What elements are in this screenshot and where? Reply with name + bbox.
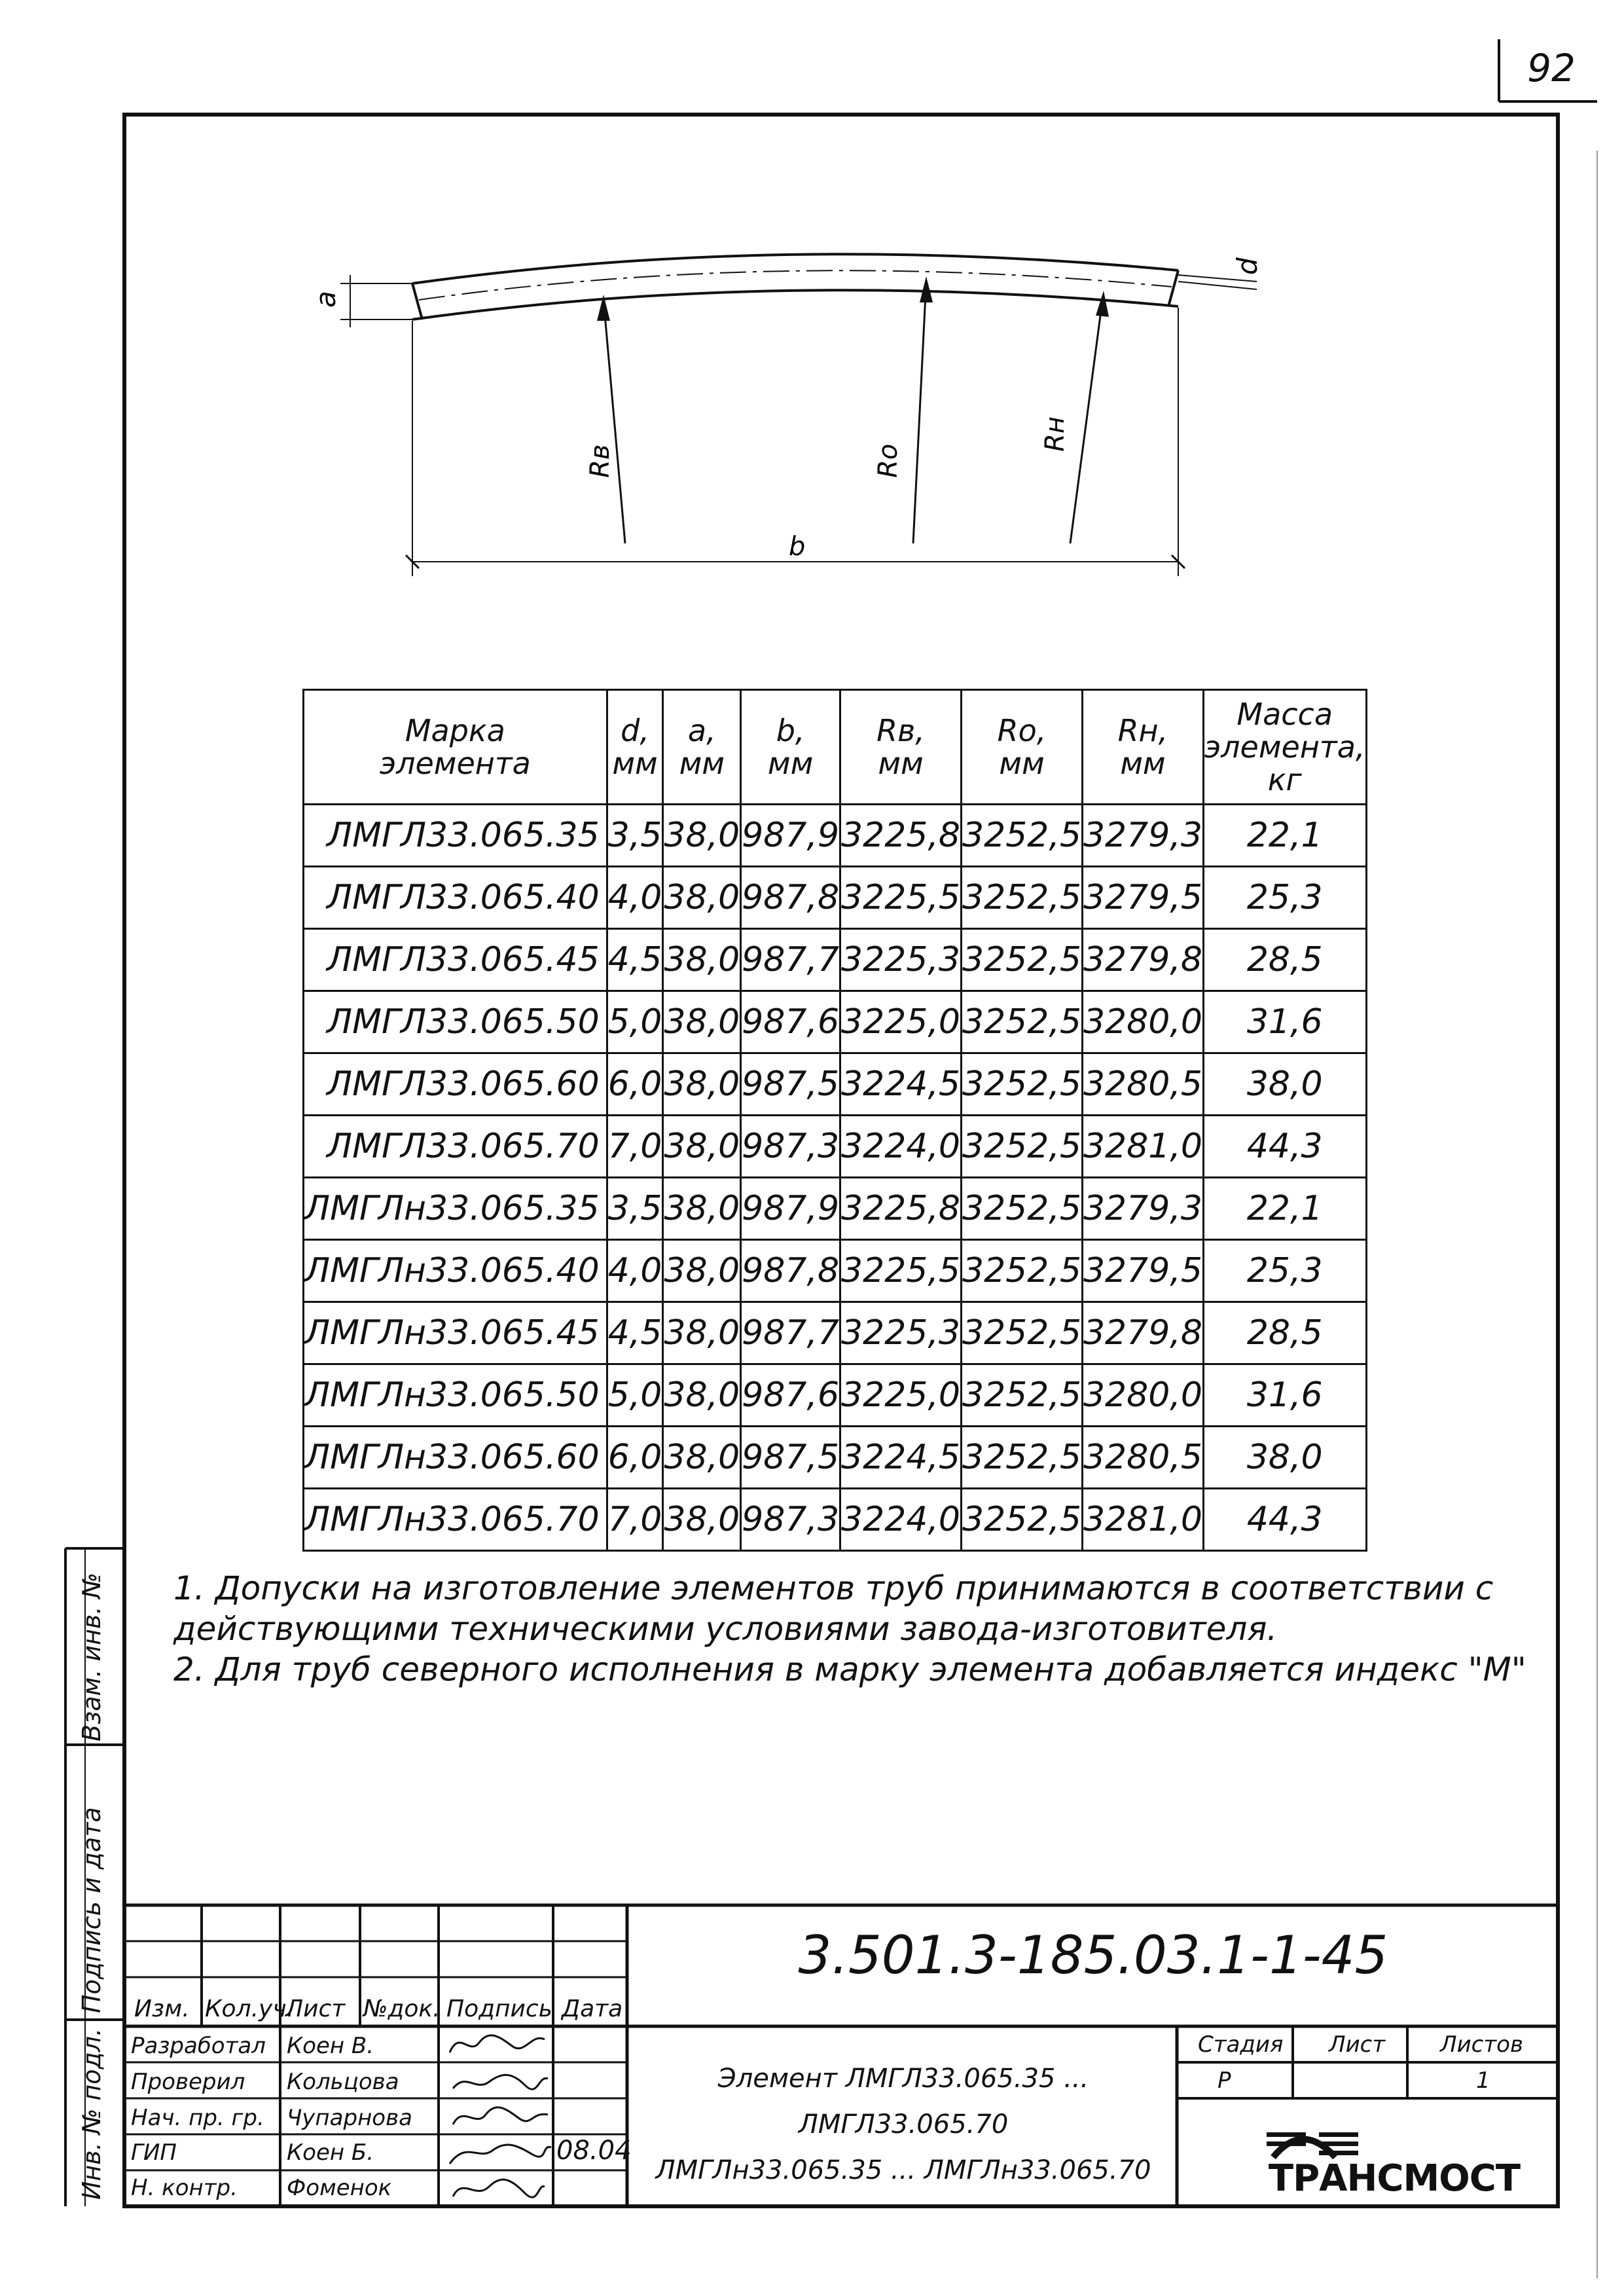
col-rv: Rв, мм [840,690,962,805]
table-cell: 987,8 [741,867,840,929]
table-cell: 6,0 [607,1053,663,1116]
table-cell: 3252,5 [962,1116,1083,1178]
table-cell: 5,0 [607,991,663,1053]
table-cell: 4,0 [607,867,663,929]
table-cell: 28,5 [1203,929,1366,991]
table-cell: 3252,5 [962,991,1083,1053]
table-row [304,1427,1367,1489]
table-row [304,1178,1367,1240]
table-cell: 987,5 [741,1053,840,1116]
table-cell: 3280,0 [1082,991,1203,1053]
table-cell: 987,9 [741,805,840,867]
person-name: Фоменок [287,2175,392,2201]
col-ro: Rо, мм [962,690,1083,805]
element-drawing [288,229,1309,596]
table-cell: 38,0 [1203,1053,1366,1116]
radius-rv-label: Rв [585,444,615,478]
col-d: d, мм [607,690,663,805]
radius-rn-label: Rн [1040,416,1070,452]
dim-d-label: d [1231,257,1263,275]
table-cell: 6,0 [607,1427,663,1489]
table-row [304,1302,1367,1364]
header-data: Дата [562,1995,623,2022]
company-logo [1257,2118,1532,2200]
element-mark-cell: ЛМГЛ33.065.45 [304,929,607,991]
table-cell: 3225,3 [840,929,962,991]
element-mark-cell: ЛМГЛн33.065.35 [304,1178,607,1240]
table-cell: 987,7 [741,929,840,991]
table-row [304,867,1367,929]
table-cell: 22,1 [1203,805,1366,867]
table-cell: 3225,0 [840,991,962,1053]
dim-b-label: b [789,532,806,562]
role: ГИП [131,2140,177,2166]
page-number: 92 [1527,46,1576,90]
table-cell: 38,0 [1203,1427,1366,1489]
title-line: Элемент ЛМГЛ33.065.35 ... ЛМГЛ33.065.70 [717,2064,1089,2140]
side-label-podpis: Подпись и дата [77,1807,106,2013]
element-mark-cell: ЛМГЛ33.065.35 [304,805,607,867]
table-header-row [304,690,1367,805]
table-cell: 38,0 [663,1240,741,1302]
table-cell: 3225,5 [840,867,962,929]
table-cell: 3224,0 [840,1116,962,1178]
table-cell: 3252,5 [962,867,1083,929]
side-label-vzam: Взам. инв. № [77,1572,106,1741]
table-cell: 44,3 [1203,1116,1366,1178]
table-cell: 4,5 [607,1302,663,1364]
col-b: b, мм [741,690,840,805]
table-cell: 3252,5 [962,1489,1083,1551]
table-cell: 3281,0 [1082,1116,1203,1178]
element-mark-cell: ЛМГЛ33.065.70 [304,1116,607,1178]
table-cell: 3225,0 [840,1364,962,1427]
table-cell: 3252,5 [962,1178,1083,1240]
table-cell: 38,0 [663,929,741,991]
header-ndok: №док. [363,1995,441,2022]
table-cell: 3225,3 [840,1302,962,1364]
table-cell: 3280,5 [1082,1053,1203,1116]
header-list: Лист [285,1995,346,2022]
table-cell: 987,3 [741,1489,840,1551]
table-cell: 3224,5 [840,1427,962,1489]
table-cell: 38,0 [663,1427,741,1489]
table-cell: 3279,3 [1082,805,1203,867]
table-cell: 25,3 [1203,867,1366,929]
person-name: Коен Б. [287,2140,374,2166]
table-cell: 3279,8 [1082,1302,1203,1364]
table-cell: 7,0 [607,1489,663,1551]
table-cell: 28,5 [1203,1302,1366,1364]
table-cell: 3,5 [607,1178,663,1240]
dim-a-label: a [310,291,342,308]
notes [173,1568,1526,1690]
stage-label: Стадия [1198,2032,1284,2058]
header-izm: Изм. [134,1995,190,2022]
element-mark-cell: ЛМГЛ33.065.50 [304,991,607,1053]
col-a: a, мм [663,690,741,805]
table-cell: 3279,3 [1082,1178,1203,1240]
col-mass: Масса элемента, кг [1203,690,1366,805]
table-cell: 38,0 [663,1489,741,1551]
table-cell: 3,5 [607,805,663,867]
table-cell: 38,0 [663,991,741,1053]
table-cell: 3225,8 [840,805,962,867]
sheets-label: Листов [1440,2032,1524,2058]
element-mark-cell: ЛМГЛн33.065.45 [304,1302,607,1364]
table-row [304,929,1367,991]
table-cell: 3252,5 [962,1427,1083,1489]
col-mark: Марка элемента [304,690,607,805]
table-cell: 38,0 [663,1302,741,1364]
header-podpis: Подпись [446,1995,552,2022]
table-cell: 3225,8 [840,1178,962,1240]
table-cell: 3225,5 [840,1240,962,1302]
table-cell: 44,3 [1203,1489,1366,1551]
table-row [304,805,1367,867]
person-name: Чупарнова [287,2105,412,2131]
signature-marks [440,2026,552,2206]
table-cell: 3252,5 [962,1053,1083,1116]
table-cell: 987,6 [741,1364,840,1427]
table-cell: 38,0 [663,805,741,867]
company-name: ТРАНСМОСТ [1268,2157,1521,2200]
table-row [304,1364,1367,1427]
table-cell: 987,3 [741,1116,840,1178]
table-row [304,1240,1367,1302]
role: Нач. пр. гр. [131,2105,264,2131]
table-row [304,1489,1367,1551]
table-cell: 3279,5 [1082,867,1203,929]
note-line: 2. Для труб северного исполнения в марку элемента добавляется индекс "М" [173,1650,1526,1688]
table-cell: 3252,5 [962,1302,1083,1364]
col-rn: Rн, мм [1082,690,1203,805]
element-title [628,2056,1178,2193]
table-cell: 987,5 [741,1427,840,1489]
table-cell: 38,0 [663,1178,741,1240]
header-kol: Кол.уч. [205,1995,295,2022]
role: Разработал [131,2033,266,2059]
table-cell: 3252,5 [962,805,1083,867]
table-cell: 5,0 [607,1364,663,1427]
radius-ro-label: Rо [873,443,903,478]
table-cell: 25,3 [1203,1240,1366,1302]
element-mark-cell: ЛМГЛн33.065.60 [304,1427,607,1489]
role: Н. контр. [131,2175,238,2201]
table-cell: 38,0 [663,1364,741,1427]
table-row [304,991,1367,1053]
table-cell: 3224,5 [840,1053,962,1116]
table-cell: 31,6 [1203,1364,1366,1427]
stage-value: Р [1218,2068,1231,2094]
document-code: 3.501.3-185.03.1-1-45 [798,1925,1388,1986]
element-mark-cell: ЛМГЛн33.065.40 [304,1240,607,1302]
title-line: ЛМГЛн33.065.35 ... ЛМГЛн33.065.70 [655,2155,1151,2185]
table-cell: 31,6 [1203,991,1366,1053]
person-name: Коен В. [287,2033,374,2059]
element-mark-cell: ЛМГЛн33.065.50 [304,1364,607,1427]
table-cell: 4,0 [607,1240,663,1302]
sheet-label: Лист [1329,2032,1386,2058]
table-cell: 38,0 [663,867,741,929]
element-table [302,689,1367,1552]
table-cell: 38,0 [663,1053,741,1116]
table-cell: 987,6 [741,991,840,1053]
role: Проверил [131,2069,245,2095]
person-name: Кольцова [287,2069,399,2095]
table-cell: 3252,5 [962,929,1083,991]
table-cell: 3279,5 [1082,1240,1203,1302]
table-cell: 3252,5 [962,1364,1083,1427]
table-cell: 38,0 [663,1116,741,1178]
note-line: 1. Допуски на изготовление элементов труб принимаются в соответствии с [173,1569,1494,1607]
table-cell: 22,1 [1203,1178,1366,1240]
table-cell: 3252,5 [962,1240,1083,1302]
table-row [304,1053,1367,1116]
table-row [304,1116,1367,1178]
table-cell: 3281,0 [1082,1489,1203,1551]
side-label-inv: Инв. № подл. [77,2028,106,2200]
table-cell: 987,7 [741,1302,840,1364]
table-cell: 987,9 [741,1178,840,1240]
table-cell: 7,0 [607,1116,663,1178]
table-cell: 3280,0 [1082,1364,1203,1427]
table-cell: 3224,0 [840,1489,962,1551]
table-cell: 4,5 [607,929,663,991]
element-mark-cell: ЛМГЛн33.065.70 [304,1489,607,1551]
element-mark-cell: ЛМГЛ33.065.40 [304,867,607,929]
element-mark-cell: ЛМГЛ33.065.60 [304,1053,607,1116]
sheets-value: 1 [1476,2068,1490,2094]
table-cell: 987,8 [741,1240,840,1302]
table-cell: 3279,8 [1082,929,1203,991]
sign-date: 08.04 [556,2136,632,2166]
table-cell: 3280,5 [1082,1427,1203,1489]
note-line: действующими техническими условиями завода-изготовителя. [173,1610,1278,1648]
